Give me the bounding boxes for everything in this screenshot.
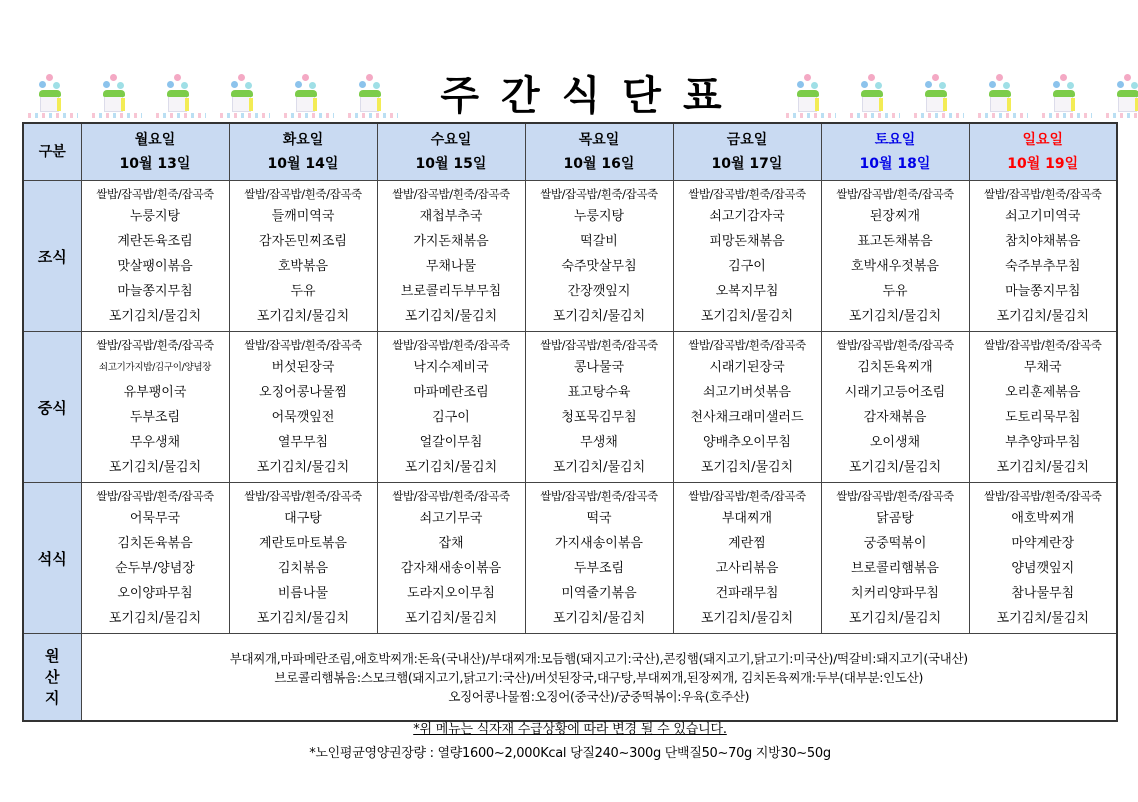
- meal-cell: [673, 181, 821, 332]
- rice-options: 쌀밥/잡곡밥/흰죽/잡곡죽: [688, 186, 806, 201]
- dish-item: 포기김치/물김치: [700, 610, 794, 626]
- dish-item: 가지돈채볶음: [413, 233, 489, 249]
- flower-pot-icon: [782, 70, 846, 122]
- dish-item: 포기김치/물김치: [996, 610, 1089, 626]
- dish-item: 유부팽이국: [123, 384, 187, 400]
- dish-item: 포기김치/물김치: [848, 459, 942, 475]
- dish-item: 된장찌개: [869, 208, 921, 224]
- rice-options: 쌀밥/잡곡밥/흰죽/잡곡죽: [244, 186, 362, 201]
- flower-pot-icon: [280, 70, 344, 122]
- day-header: [525, 123, 673, 181]
- corner-label: 구분: [23, 123, 81, 181]
- meal-cell: [821, 181, 969, 332]
- weekly-menu-table: [22, 122, 1118, 722]
- meal-cell: [81, 332, 229, 483]
- dish-item: 누룽지탕: [573, 208, 625, 224]
- rice-options: 쌀밥/잡곡밥/흰죽/잡곡죽: [983, 337, 1102, 352]
- weekday-label: 토요일: [874, 132, 916, 148]
- day-header-sunday: [969, 123, 1117, 181]
- rice-options: 쌀밥/잡곡밥/흰죽/잡곡죽: [836, 488, 954, 503]
- date-label: 10월 19일: [1007, 156, 1079, 172]
- flower-pot-icon: [88, 70, 152, 122]
- meal-label: 석식: [23, 483, 81, 634]
- dish-item: 쇠고기미역국: [1005, 208, 1081, 224]
- meal-cell: [377, 483, 525, 634]
- rice-options: 쌀밥/잡곡밥/흰죽/잡곡죽: [540, 488, 658, 503]
- rice-options: 쌀밥/잡곡밥/흰죽/잡곡죽: [244, 337, 362, 352]
- dish-item: 김구이: [728, 258, 766, 274]
- dish-item: 표고탕수육: [567, 384, 631, 400]
- dish-item: 낙지수제비국: [413, 359, 489, 375]
- dish-item: 미역줄기볶음: [561, 585, 637, 601]
- dish-item: 시래기고등어조림: [844, 384, 946, 400]
- dish-item: 버섯된장국: [271, 359, 335, 375]
- flower-pot-icon: [846, 70, 910, 122]
- decoration-left: [24, 70, 408, 122]
- change-notice: *위 메뉴는 식자재 수급상황에 따라 변경 될 수 있습니다.: [413, 722, 727, 737]
- origin-line: 부대찌개,마파메란조림,애호박찌개:돈육(국내산)/부대찌개:모듬햄(돼지고기:국산),콘킹햄(돼지고기,닭고기:미국산)/떡갈비:돼지고기(국내산): [229, 650, 968, 666]
- dish-item: 참나물무침: [1011, 585, 1075, 601]
- dish-item: 포기김치/물김치: [700, 459, 794, 475]
- dish-item: 포기김치/물김치: [700, 308, 794, 324]
- dish-item: 포기김치/물김치: [996, 308, 1089, 324]
- dish-item: 호박새우젓볶음: [851, 258, 939, 274]
- dish-item: 치커리양파무침: [851, 585, 939, 601]
- origin-label-char: 원: [45, 646, 60, 665]
- dish-item: 포기김치/물김치: [552, 459, 646, 475]
- dish-item: 포기김치/물김치: [404, 459, 498, 475]
- dish-item: 표고돈채볶음: [857, 233, 933, 249]
- rice-options: 쌀밥/잡곡밥/흰죽/잡곡죽: [688, 337, 806, 352]
- dish-item: 간장깻잎지: [567, 283, 631, 299]
- weekday-label: 목요일: [578, 132, 620, 148]
- meal-cell: [969, 483, 1117, 634]
- dish-item: 포기김치/물김치: [404, 610, 498, 626]
- dish-item: 김치돈육찌개: [857, 359, 933, 375]
- meal-cell: [673, 332, 821, 483]
- dish-item: 오리훈제볶음: [1005, 384, 1081, 400]
- origin-label: [23, 634, 81, 722]
- dish-item: 애호박찌개: [1011, 510, 1075, 526]
- dish-item: 궁중떡볶이: [863, 535, 927, 551]
- dish-item: 들깨미역국: [271, 208, 335, 224]
- rice-options: 쌀밥/잡곡밥/흰죽/잡곡죽: [244, 488, 362, 503]
- dish-item: 포기김치/물김치: [848, 610, 942, 626]
- dish-item: 무생채: [580, 434, 618, 450]
- dish-item: 포기김치/물김치: [404, 308, 498, 324]
- dish-item: 양념깻잎지: [1011, 560, 1075, 576]
- rice-options: 쌀밥/잡곡밥/흰죽/잡곡죽: [392, 488, 510, 503]
- dish-item: 쇠고기감자국: [709, 208, 785, 224]
- dish-item: 고사리볶음: [715, 560, 779, 576]
- dish-item: 포기김치/물김치: [552, 308, 646, 324]
- meal-cell: [525, 483, 673, 634]
- dish-item: 시래기된장국: [709, 359, 785, 375]
- weekday-label: 화요일: [282, 132, 324, 148]
- dish-item: 쇠고기가지밥/김구이/양념장: [98, 361, 212, 373]
- dish-item: 포기김치/물김치: [108, 459, 202, 475]
- dish-item: 계란찜: [728, 535, 766, 551]
- dish-item: 호박볶음: [277, 258, 329, 274]
- dish-item: 숙주부추무침: [1005, 258, 1081, 274]
- date-label: 10월 15일: [415, 156, 487, 172]
- footer-notes: [22, 718, 1118, 766]
- rice-options: 쌀밥/잡곡밥/흰죽/잡곡죽: [96, 337, 214, 352]
- dish-item: 계란토마토볶음: [259, 535, 347, 551]
- origin-row: [23, 634, 1117, 722]
- dish-item: 브로콜리햄볶음: [851, 560, 939, 576]
- meal-cell: [229, 181, 377, 332]
- dish-item: 부대찌개: [721, 510, 773, 526]
- rice-options: 쌀밥/잡곡밥/흰죽/잡곡죽: [392, 337, 510, 352]
- meal-row: [23, 332, 1117, 483]
- dish-item: 감자채새송이볶음: [400, 560, 502, 576]
- day-header: [81, 123, 229, 181]
- dish-item: 두부조림: [573, 560, 625, 576]
- dish-item: 포기김치/물김치: [108, 308, 202, 324]
- dish-item: 포기김치/물김치: [552, 610, 646, 626]
- dish-item: 양배추오이무침: [703, 434, 791, 450]
- meal-row: [23, 181, 1117, 332]
- dish-item: 부추양파무침: [1005, 434, 1081, 450]
- dish-item: 포기김치/물김치: [996, 459, 1089, 475]
- rice-options: 쌀밥/잡곡밥/흰죽/잡곡죽: [983, 488, 1102, 503]
- dish-item: 김치볶음: [277, 560, 329, 576]
- meal-cell: [377, 181, 525, 332]
- dish-item: 브로콜리두부무침: [400, 283, 502, 299]
- meal-cell: [969, 332, 1117, 483]
- meal-cell: [525, 181, 673, 332]
- dish-item: 숙주맛살무침: [561, 258, 637, 274]
- day-header-saturday: [821, 123, 969, 181]
- flower-pot-icon: [974, 70, 1038, 122]
- date-label: 10월 13일: [119, 156, 191, 172]
- flower-pot-icon: [24, 70, 88, 122]
- dish-item: 청포묵김무침: [561, 409, 637, 425]
- dish-item: 도라지오이무침: [407, 585, 495, 601]
- meal-label: 조식: [23, 181, 81, 332]
- dish-item: 피망돈채볶음: [709, 233, 785, 249]
- meal-cell: [673, 483, 821, 634]
- meal-cell: [81, 181, 229, 332]
- flower-pot-icon: [1102, 70, 1138, 122]
- day-header-row: [23, 123, 1117, 181]
- dish-item: 마약계란장: [1011, 535, 1075, 551]
- dish-item: 맛살팽이볶음: [117, 258, 193, 274]
- meal-cell: [525, 332, 673, 483]
- dish-item: 오징어콩나물찜: [259, 384, 347, 400]
- flower-pot-icon: [910, 70, 974, 122]
- meal-row: [23, 483, 1117, 634]
- meal-cell: [229, 483, 377, 634]
- weekday-label: 일요일: [1022, 132, 1064, 148]
- dish-item: 두유: [290, 283, 316, 299]
- dish-item: 마파메란조림: [413, 384, 489, 400]
- meal-cell: [821, 483, 969, 634]
- rice-options: 쌀밥/잡곡밥/흰죽/잡곡죽: [540, 337, 658, 352]
- dish-item: 어묵깻잎전: [271, 409, 335, 425]
- rice-options: 쌀밥/잡곡밥/흰죽/잡곡죽: [540, 186, 658, 201]
- dish-item: 무우생채: [129, 434, 181, 450]
- meal-cell: [229, 332, 377, 483]
- dish-item: 비름나물: [277, 585, 329, 601]
- dish-item: 두유: [882, 283, 908, 299]
- day-header: [229, 123, 377, 181]
- dish-item: 계란돈육조림: [117, 233, 193, 249]
- dish-item: 김구이: [432, 409, 470, 425]
- dish-item: 떡갈비: [580, 233, 618, 249]
- rice-options: 쌀밥/잡곡밥/흰죽/잡곡죽: [836, 186, 954, 201]
- dish-item: 가지새송이볶음: [555, 535, 643, 551]
- origin-line: 오징어콩나물찜:오징어(중국산)/궁중떡볶이:우육(호주산): [448, 688, 750, 704]
- rice-options: 쌀밥/잡곡밥/흰죽/잡곡죽: [392, 186, 510, 201]
- date-label: 10월 17일: [711, 156, 783, 172]
- decoration-right: [782, 70, 1138, 122]
- dish-item: 콩나물국: [573, 359, 625, 375]
- dish-item: 마늘쫑지무침: [117, 283, 193, 299]
- rice-options: 쌀밥/잡곡밥/흰죽/잡곡죽: [96, 488, 214, 503]
- meal-cell: [821, 332, 969, 483]
- date-label: 10월 14일: [267, 156, 339, 172]
- dish-item: 열무무침: [277, 434, 329, 450]
- dish-item: 포기김치/물김치: [108, 610, 202, 626]
- flower-pot-icon: [216, 70, 280, 122]
- dish-item: 두부조림: [129, 409, 181, 425]
- dish-item: 무채국: [1023, 359, 1062, 375]
- page-title: 주간식단표: [440, 73, 744, 119]
- dish-item: 포기김치/물김치: [256, 610, 350, 626]
- dish-item: 감자채볶음: [863, 409, 927, 425]
- rice-options: 쌀밥/잡곡밥/흰죽/잡곡죽: [688, 488, 806, 503]
- meal-cell: [81, 483, 229, 634]
- dish-item: 김치돈육볶음: [117, 535, 193, 551]
- day-header: [377, 123, 525, 181]
- dish-item: 대구탕: [284, 510, 322, 526]
- weekday-label: 수요일: [430, 132, 472, 148]
- rice-options: 쌀밥/잡곡밥/흰죽/잡곡죽: [96, 186, 214, 201]
- meal-cell: [969, 181, 1117, 332]
- date-label: 10월 18일: [859, 156, 931, 172]
- dish-item: 포기김치/물김치: [848, 308, 942, 324]
- nutrition-guideline: *노인평균영양권장량 : 열량1600~2,000Kcal 당질240~300g 단백질50~70g 지방30~50g: [309, 746, 831, 761]
- dish-item: 얼갈이무침: [419, 434, 483, 450]
- origin-label-char: 산: [45, 667, 60, 686]
- dish-item: 쇠고기무국: [419, 510, 483, 526]
- dish-item: 쇠고기버섯볶음: [703, 384, 791, 400]
- dish-item: 잡채: [438, 535, 464, 551]
- dish-item: 순두부/양념장: [115, 560, 195, 576]
- flower-pot-icon: [152, 70, 216, 122]
- weekday-label: 금요일: [726, 132, 768, 148]
- dish-item: 도토리묵무침: [1005, 409, 1081, 425]
- page-header: [22, 70, 1118, 122]
- dish-item: 떡국: [586, 510, 612, 526]
- dish-item: 닭곰탕: [876, 510, 914, 526]
- dish-item: 어묵무국: [129, 510, 181, 526]
- rice-options: 쌀밥/잡곡밥/흰죽/잡곡죽: [836, 337, 954, 352]
- dish-item: 참치야채볶음: [1005, 233, 1081, 249]
- dish-item: 마늘쫑지무침: [1005, 283, 1081, 299]
- flower-pot-icon: [344, 70, 408, 122]
- day-header: [673, 123, 821, 181]
- dish-item: 천사채크래미샐러드: [690, 409, 804, 425]
- dish-item: 포기김치/물김치: [256, 308, 350, 324]
- dish-item: 재첩부추국: [419, 208, 483, 224]
- rice-options: 쌀밥/잡곡밥/흰죽/잡곡죽: [983, 186, 1102, 201]
- origin-line: 브로콜리햄볶음:스모크햄(돼지고기,닭고기:국산)/버섯된장국,대구탕,부대찌개,된장찌개, 김치돈육찌개:두부(대부분:인도산): [274, 669, 924, 685]
- dish-item: 포기김치/물김치: [256, 459, 350, 475]
- dish-item: 오이양파무침: [117, 585, 193, 601]
- meal-label: 중식: [23, 332, 81, 483]
- dish-item: 건파래무침: [715, 585, 779, 601]
- dish-item: 감자돈민찌조림: [259, 233, 347, 249]
- flower-pot-icon: [1038, 70, 1102, 122]
- weekday-label: 월요일: [134, 132, 176, 148]
- date-label: 10월 16일: [563, 156, 635, 172]
- meal-cell: [377, 332, 525, 483]
- dish-item: 오이생채: [869, 434, 921, 450]
- dish-item: 무채나물: [425, 258, 477, 274]
- dish-item: 누룽지탕: [129, 208, 181, 224]
- origin-label-char: 지: [45, 688, 60, 707]
- origin-text: [81, 634, 1117, 722]
- dish-item: 오복지무침: [715, 283, 779, 299]
